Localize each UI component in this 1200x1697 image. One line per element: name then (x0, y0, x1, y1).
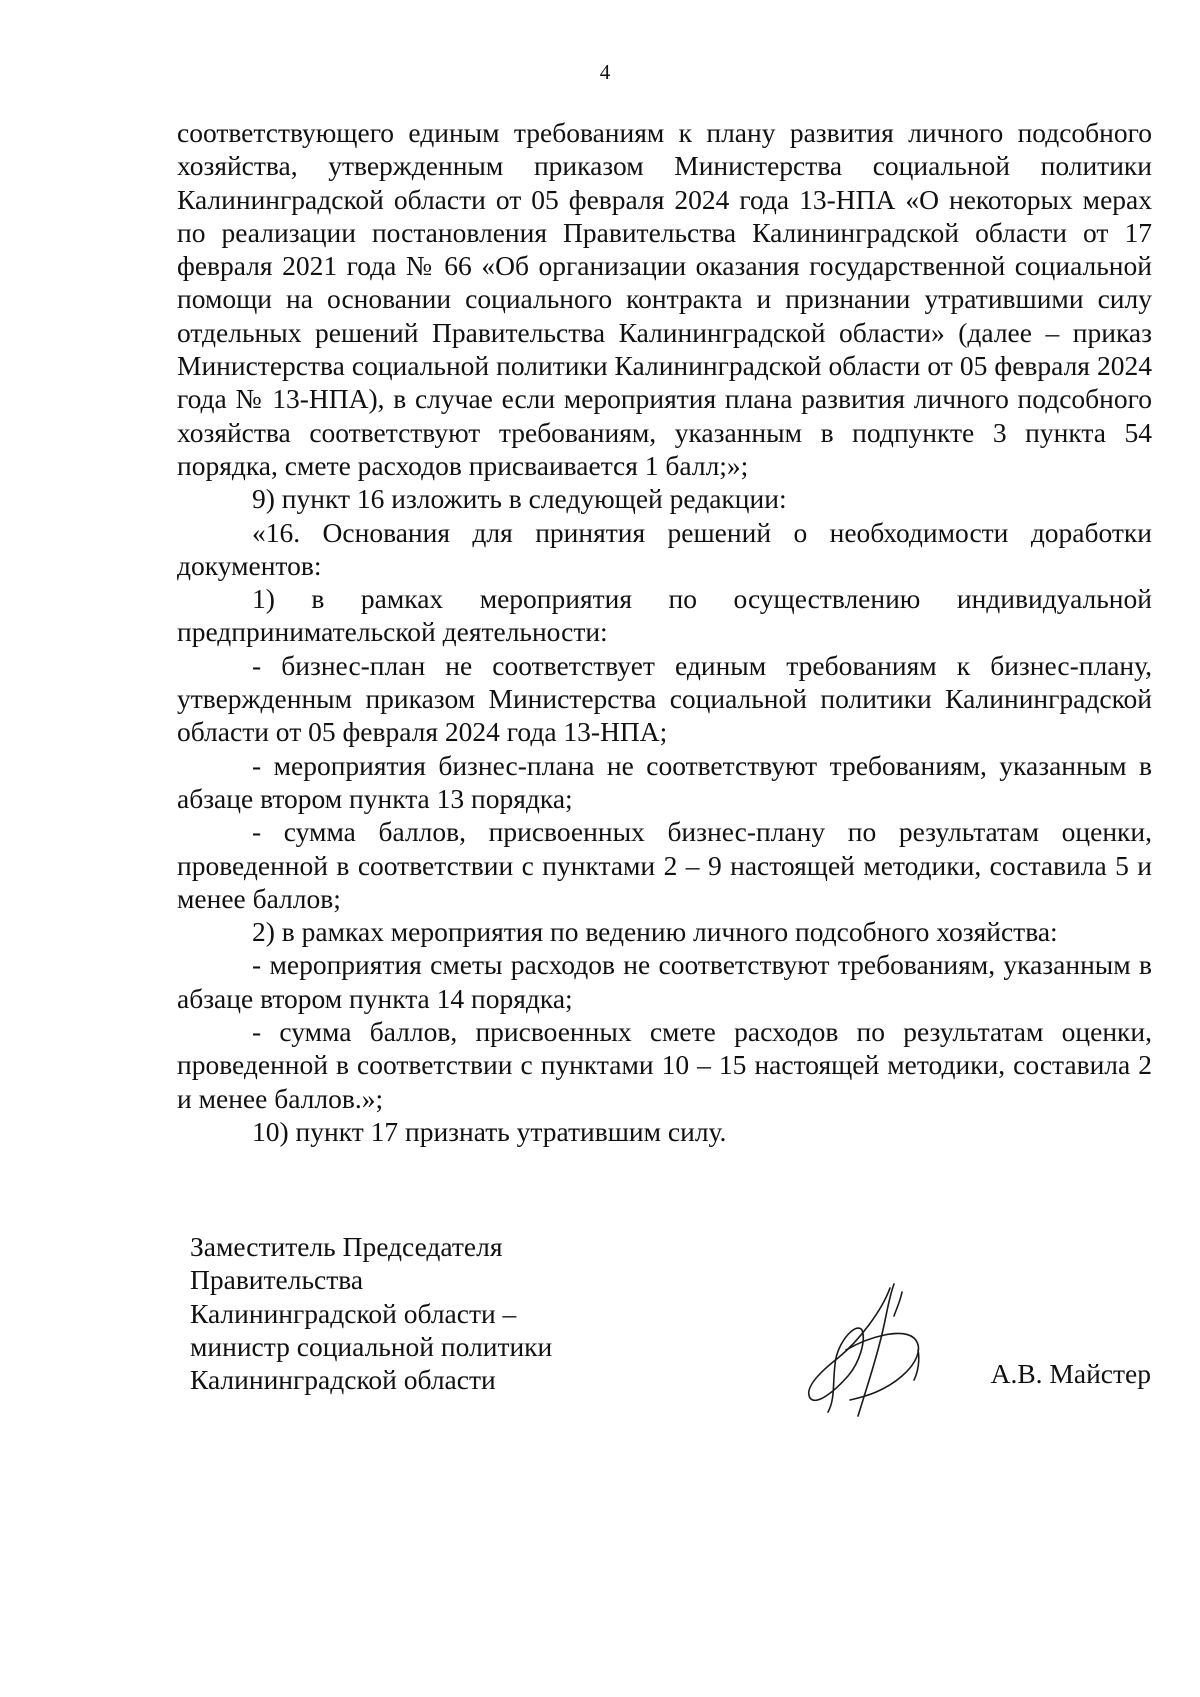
paragraph: 10) пункт 17 признать утратившим силу. (252, 1115, 727, 1147)
signatory-title-line: министр социальной политики (190, 1330, 553, 1362)
paragraph: 9) пункт 16 изложить в следующей редакции: (252, 483, 787, 515)
paragraph: соответствующего единым требованиям к плану развития личного подсобного хозяйства, утвержденным приказом Министерства социальной политики Калининградской области от 05 февраля 2024 года 13-НПА «О некоторых мерах по реализации постановления Правительства Калининградской области от 17 февраля 2021 года № 66 «Об организации оказания государственной социальной помощи на основании социального контракта и признании утратившими силу отдельных решений Правительства Калининградской области» (далее – приказ Министерства социальной политики Калининградской области от 05 февраля 2024 года № 13-НПА), в случае если мероприятия плана развития личного подсобного хозяйства соответствуют требованиям, указанным в подпункте 3 пункта 54 порядка, смете расходов присваивается 1 балл;»; (177, 117, 1152, 481)
handwritten-signature-icon (790, 1280, 940, 1425)
paragraph: - мероприятия сметы расходов не соответствуют требованиям, указанным в абзаце втором пункта 14 порядка; (177, 949, 1152, 1014)
paragraph: - сумма баллов, присвоенных бизнес-плану по результатам оценки, проведенной в соответствии с пунктами 2 – 9 настоящей методики, составила 5 и менее баллов; (177, 816, 1152, 914)
signatory-title (190, 1230, 552, 1396)
signatory-title-line: Калининградской области (190, 1364, 496, 1396)
paragraph: 2) в рамках мероприятия по ведению личного подсобного хозяйства: (252, 916, 1058, 948)
paragraph: - мероприятия бизнес-плана не соответствуют требованиям, указанным в абзаце втором пункта 13 порядка; (177, 749, 1152, 814)
signatory-title-line: Калининградской области – (190, 1297, 517, 1329)
paragraph: - сумма баллов, присвоенных смете расходов по результатам оценки, проведенной в соответствии с пунктами 10 – 15 настоящей методики, составила 2 и менее баллов.»; (177, 1016, 1152, 1114)
signer-name: А.В. Майстер (990, 1358, 1151, 1389)
paragraph: 1) в рамках мероприятия по осуществлению индивидуальной предпринимательской деятельности: (177, 583, 1152, 648)
document-body (177, 116, 1152, 1148)
paragraph: - бизнес-план не соответствует единым требованиям к бизнес-плану, утвержденным приказом Министерства социальной политики Калининградской области от 05 февраля 2024 года 13-НПА; (177, 649, 1152, 748)
paragraph: «16. Основания для принятия решений о необходимости доработки документов: (177, 516, 1152, 581)
signatory-title-line: Заместитель Председателя (190, 1231, 503, 1262)
page-number: 4 (599, 60, 611, 84)
signatory-title-line: Правительства (190, 1264, 364, 1296)
